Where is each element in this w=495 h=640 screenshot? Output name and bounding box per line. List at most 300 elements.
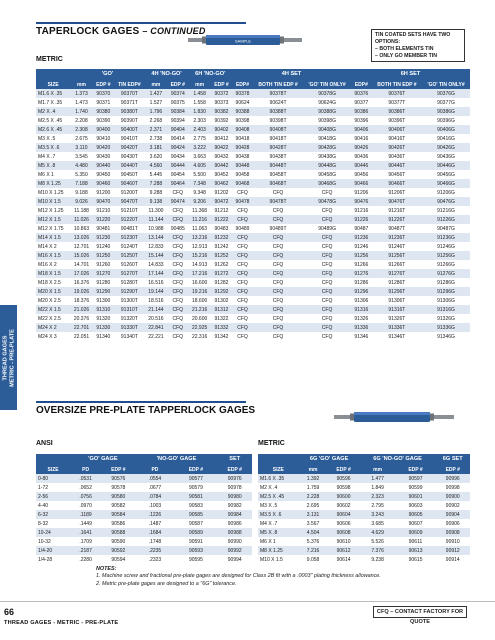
value-cell: 90978 [217, 483, 252, 492]
value-cell: 11.026 [70, 215, 92, 224]
value-cell: 90587 [174, 519, 217, 528]
table-row [36, 107, 470, 116]
size-cell: M20 X 1.5 [36, 287, 70, 296]
value-cell: CFQ [253, 188, 303, 197]
value-cell: 90452 [211, 170, 232, 179]
value-cell: 90388T [253, 107, 303, 116]
value-cell: CFQ [167, 188, 188, 197]
value-cell: 91286G [422, 278, 470, 287]
value-cell: .2280 [70, 555, 101, 564]
value-cell: 90406T [372, 125, 422, 134]
value-cell: 91326G [422, 314, 470, 323]
table-row [36, 170, 470, 179]
value-cell: 91326 [351, 314, 372, 323]
value-cell: 91256G [422, 251, 470, 260]
value-cell: 91200T [114, 188, 145, 197]
value-cell: 90426T [372, 143, 422, 152]
value-cell: .0677 [136, 483, 175, 492]
value-cell: 9.058 [299, 555, 328, 564]
value-cell: 90593 [174, 546, 217, 555]
value-cell: 91296G [422, 287, 470, 296]
value-cell: 90481 [93, 224, 114, 233]
value-cell: CFQ [232, 206, 253, 215]
blank-header [36, 454, 70, 463]
value-cell: 90375 [167, 98, 188, 107]
value-cell: 91210 [93, 206, 114, 215]
value-cell: 4.504 [299, 528, 328, 537]
value-cell: CFQ [253, 278, 303, 287]
size-cell: M24 X 2 [36, 323, 70, 332]
value-cell: 21.216 [188, 305, 210, 314]
note-line: – BOTH ELEMENTS TIN [375, 46, 434, 53]
value-cell: 16.516 [145, 278, 167, 287]
value-cell: CFQ [303, 332, 351, 341]
value-cell: CFQ [303, 206, 351, 215]
table-row [36, 305, 470, 314]
value-cell: .2323 [136, 555, 175, 564]
value-cell: 91276 [351, 269, 372, 278]
value-cell: 90606 [327, 519, 359, 528]
column-header: SIZE [36, 463, 70, 474]
note-line: 1. Machine screw and fractional pre-plate gages are designed for Class 2B fit with a .0003" plating thickness allowance. [96, 573, 381, 580]
group-header: 'GO' GAGE [70, 454, 135, 463]
table-row [258, 537, 470, 546]
value-cell: 91326T [372, 314, 422, 323]
value-cell: 90980 [217, 492, 252, 501]
value-cell: 2.738 [145, 134, 167, 143]
value-cell: 91246G [422, 242, 470, 251]
value-cell: 5.376 [299, 537, 328, 546]
value-cell: 90582 [101, 501, 135, 510]
table-row [36, 546, 252, 555]
table-row [258, 528, 470, 537]
value-cell: 90904 [436, 510, 470, 519]
value-cell: 91230 [93, 233, 114, 242]
value-cell: 18.600 [188, 296, 210, 305]
value-cell: 9.238 [360, 555, 396, 564]
value-cell: 91282 [211, 278, 232, 287]
size-cell: M10 X 1.5 [36, 197, 70, 206]
value-cell: 3.545 [70, 152, 92, 161]
value-cell: 19.144 [145, 287, 167, 296]
value-cell: 17.144 [145, 269, 167, 278]
size-cell: 1/4-20 [36, 546, 70, 555]
value-cell: 90400 [93, 125, 114, 134]
value-cell: 90377 [351, 98, 372, 107]
footer-section-title: THREAD GAGES - METRIC - PRE-PLATE [4, 620, 119, 626]
size-cell: M2.5 X .45 [36, 116, 70, 125]
value-cell: CFQ [167, 314, 188, 323]
value-cell: 91286T [372, 278, 422, 287]
value-cell: .1641 [70, 528, 101, 537]
value-cell: 90466T [372, 179, 422, 188]
value-cell: 90390 [93, 116, 114, 125]
size-cell: M20 X 2.5 [36, 296, 70, 305]
column-header: EDP# [351, 78, 372, 89]
table-row [36, 125, 470, 134]
value-cell: 90370 [93, 89, 114, 98]
side-tab-label [2, 329, 15, 387]
value-cell: 91270 [93, 269, 114, 278]
value-cell: 90902 [436, 501, 470, 510]
value-cell: CFQ [303, 188, 351, 197]
value-cell: 91310 [93, 305, 114, 314]
value-cell: 90612 [327, 546, 359, 555]
table-row [36, 332, 470, 341]
value-cell: 2.403 [188, 125, 210, 134]
value-cell: 90583 [174, 501, 217, 510]
size-cell: M8 X 1.25 [258, 546, 299, 555]
value-cell: 90604 [327, 510, 359, 519]
value-cell: 91292 [211, 287, 232, 296]
value-cell: 12.833 [145, 242, 167, 251]
value-cell: 90430T [114, 152, 145, 161]
value-cell: 91206T [372, 188, 422, 197]
value-cell: 22.841 [145, 323, 167, 332]
size-cell: M1.7 X .35 [36, 98, 70, 107]
size-cell: M4 X .7 [258, 519, 299, 528]
value-cell: 90586 [101, 519, 135, 528]
value-cell: 91266G [422, 260, 470, 269]
table-row [36, 269, 470, 278]
size-cell: M6 X 1 [36, 170, 70, 179]
value-cell: CFQ [167, 332, 188, 341]
value-cell: 91332 [211, 323, 232, 332]
value-cell: 91340 [93, 332, 114, 341]
value-cell: 91346G [422, 332, 470, 341]
table-row [36, 492, 252, 501]
value-cell: 90426 [351, 143, 372, 152]
side-tab-line: THREAD GAGES [1, 334, 8, 381]
column-header: mm [360, 463, 396, 474]
size-cell: 1/4-28 [36, 555, 70, 564]
size-cell: M2.5 X .45 [258, 492, 299, 501]
group-header: SET [217, 454, 252, 463]
value-cell: 90914 [436, 555, 470, 564]
value-cell: 91240T [114, 242, 145, 251]
value-cell: 91246T [372, 242, 422, 251]
value-cell: 90442 [211, 161, 232, 170]
value-cell: CFQ [303, 242, 351, 251]
value-cell: 91266 [351, 260, 372, 269]
value-cell: 90478T [253, 197, 303, 206]
table-row [36, 215, 470, 224]
table-row [36, 242, 470, 251]
value-cell: 90396 [351, 116, 372, 125]
value-cell: .2235 [136, 546, 175, 555]
table-row [258, 555, 470, 564]
table-row [258, 519, 470, 528]
table-row [36, 528, 252, 537]
value-cell: 91330T [114, 323, 145, 332]
value-cell: 90418T [253, 134, 303, 143]
value-cell: 90460 [93, 179, 114, 188]
value-cell: 90579 [174, 483, 217, 492]
value-cell: 90370T [114, 89, 145, 98]
value-cell: 90610 [327, 537, 359, 546]
value-cell: 90392 [211, 116, 232, 125]
value-cell: 91222 [211, 215, 232, 224]
value-cell: 90597 [396, 474, 436, 483]
value-cell: 91336T [372, 323, 422, 332]
value-cell: CFQ [253, 206, 303, 215]
value-cell: 90462 [211, 179, 232, 188]
value-cell: 91346T [372, 332, 422, 341]
table-row [258, 483, 470, 492]
value-cell: 9.348 [188, 188, 210, 197]
value-cell: CFQ [232, 251, 253, 260]
value-cell: 20.600 [188, 314, 210, 323]
value-cell: CFQ [303, 287, 351, 296]
size-cell: 0-80 [36, 474, 70, 483]
value-cell: 90386T [372, 107, 422, 116]
value-cell: CFQ [232, 278, 253, 287]
table-row [258, 546, 470, 555]
table-row [258, 492, 470, 501]
value-cell: .0970 [70, 501, 101, 510]
table-row [36, 197, 470, 206]
gauge-engraving: SAMPLE [234, 38, 252, 44]
table-row [36, 537, 252, 546]
column-header: BOTH TIN EDP # [372, 78, 422, 89]
value-cell: 91220T [114, 215, 145, 224]
value-cell: 90371T [114, 98, 145, 107]
value-cell: 1.473 [70, 98, 92, 107]
value-cell: 91216G [422, 206, 470, 215]
page-number: 66 [4, 607, 15, 617]
blank-header [258, 454, 299, 463]
value-cell: CFQ [303, 251, 351, 260]
value-cell: 90436T [372, 152, 422, 161]
value-cell: 91300T [114, 296, 145, 305]
value-cell: 2.323 [360, 492, 396, 501]
value-cell: 90428T [253, 143, 303, 152]
value-cell: 90596 [327, 474, 359, 483]
value-cell: 9.206 [188, 197, 210, 206]
size-cell: M1.6 X .35 [258, 474, 299, 483]
value-cell: 91336G [422, 323, 470, 332]
value-cell: 11.216 [188, 215, 210, 224]
value-cell: 91250T [114, 251, 145, 260]
value-cell: 11.368 [188, 206, 210, 215]
size-cell: M3.5 X .6 [258, 510, 299, 519]
value-cell: 91280 [93, 278, 114, 287]
value-cell: 91270T [114, 269, 145, 278]
value-cell: 3.685 [360, 519, 396, 528]
value-cell: 91252 [211, 251, 232, 260]
value-cell: CFQ [253, 269, 303, 278]
value-cell: 90474 [167, 197, 188, 206]
value-cell: 13.144 [145, 233, 167, 242]
page-title [36, 26, 206, 37]
value-cell: 90402 [211, 125, 232, 134]
value-cell: .1748 [136, 537, 175, 546]
value-cell: 90428 [232, 143, 253, 152]
value-cell: 20.376 [70, 314, 92, 323]
value-cell: 90448 [232, 161, 253, 170]
value-cell: 90448T [253, 161, 303, 170]
value-cell: 17.216 [188, 269, 210, 278]
size-cell: M6 X 1 [258, 537, 299, 546]
column-header: EDP # [167, 78, 188, 89]
value-cell: 90398G [303, 116, 351, 125]
value-cell: CFQ [253, 287, 303, 296]
value-cell: 90584 [101, 510, 135, 519]
value-cell: 90476G [422, 197, 470, 206]
value-cell: 91336 [351, 323, 372, 332]
table-row [36, 510, 252, 519]
value-cell: 13.026 [70, 233, 92, 242]
value-cell: 1.830 [188, 107, 210, 116]
metric-pp-section-label: METRIC [258, 440, 285, 447]
size-cell: 10-24 [36, 528, 70, 537]
value-cell: 5.445 [145, 170, 167, 179]
column-header: EDP # [327, 463, 359, 474]
value-cell: 2.675 [70, 134, 92, 143]
size-cell: M8 X 1.25 [36, 179, 70, 188]
table-row [36, 224, 470, 233]
value-cell: 11.063 [188, 224, 210, 233]
value-cell: 90438T [253, 152, 303, 161]
value-cell: 4.605 [188, 161, 210, 170]
column-header: mm [70, 78, 92, 89]
value-cell: 91312 [211, 305, 232, 314]
value-cell: 2.208 [70, 116, 92, 125]
value-cell: CFQ [167, 287, 188, 296]
table-row [36, 233, 470, 242]
table-row [36, 555, 252, 564]
value-cell: CFQ [167, 206, 188, 215]
value-cell: 91206 [351, 188, 372, 197]
value-cell: 7.376 [360, 546, 396, 555]
value-cell: CFQ [253, 296, 303, 305]
table-row [36, 98, 470, 107]
value-cell: 90986 [217, 519, 252, 528]
metric-taperlock-table [36, 69, 470, 341]
value-cell: 90418G [303, 134, 351, 143]
value-cell: 9.026 [70, 197, 92, 206]
value-cell: .2187 [70, 546, 101, 555]
column-header: PD [136, 463, 175, 474]
value-cell: 2.795 [360, 501, 396, 510]
size-cell: M12 X 1.25 [36, 206, 70, 215]
value-cell: .1487 [136, 519, 175, 528]
size-cell: M3.5 X .6 [36, 143, 70, 152]
value-cell: 1.458 [188, 89, 210, 98]
value-cell: 91210T [114, 206, 145, 215]
column-header: PD [70, 463, 101, 474]
value-cell: 1.392 [299, 474, 328, 483]
value-cell: 91212 [211, 206, 232, 215]
column-header-row [258, 463, 470, 474]
size-cell: M2.6 X .45 [36, 125, 70, 134]
value-cell: CFQ [232, 215, 253, 224]
value-cell: 90470T [114, 197, 145, 206]
value-cell: 90440 [93, 161, 114, 170]
metric-section-label: METRIC [36, 56, 63, 63]
value-cell: 5.500 [188, 170, 210, 179]
value-cell: 91272 [211, 269, 232, 278]
table-row [36, 134, 470, 143]
value-cell: 90408G [303, 125, 351, 134]
column-header: mm [145, 78, 167, 89]
value-cell: 90398 [232, 116, 253, 125]
value-cell: 91202 [211, 188, 232, 197]
value-cell: 4.560 [145, 161, 167, 170]
value-cell: 22.925 [188, 323, 210, 332]
size-cell: 6-32 [36, 510, 70, 519]
value-cell: CFQ [232, 188, 253, 197]
value-cell: CFQ [253, 260, 303, 269]
value-cell: CFQ [253, 305, 303, 314]
value-cell: 91296 [351, 287, 372, 296]
group-header-row [258, 454, 470, 463]
column-header-row [36, 463, 252, 474]
value-cell: 90476 [351, 197, 372, 206]
group-header: 6H SET [351, 69, 470, 78]
value-cell: CFQ [303, 278, 351, 287]
value-cell: 90454 [167, 170, 188, 179]
value-cell: 90440T [114, 161, 145, 170]
value-cell: 1.427 [145, 89, 167, 98]
value-cell: 91236G [422, 233, 470, 242]
value-cell: 90605 [396, 510, 436, 519]
value-cell: 90448G [303, 161, 351, 170]
value-cell: 10.863 [70, 224, 92, 233]
value-cell: 90408 [232, 125, 253, 134]
value-cell: 90410T [114, 134, 145, 143]
value-cell: CFQ [232, 332, 253, 341]
value-cell: 91290 [93, 287, 114, 296]
column-header: SIZE [258, 463, 299, 474]
value-cell: 90378G [303, 89, 351, 98]
column-header: EDP # [101, 463, 135, 474]
value-cell: CFQ [167, 278, 188, 287]
size-cell: M3 X .5 [258, 501, 299, 510]
table-row [258, 501, 470, 510]
value-cell: 90394 [167, 116, 188, 125]
size-cell: M12 X 1.75 [36, 224, 70, 233]
value-cell: 90396G [422, 116, 470, 125]
value-cell: 90438G [303, 152, 351, 161]
value-cell: 1.558 [188, 98, 210, 107]
size-cell: M1.6 X .35 [36, 89, 70, 98]
value-cell: 90615 [396, 555, 436, 564]
blank-header [36, 69, 70, 78]
group-header: 6G SET [436, 454, 470, 463]
value-cell: 90400T [114, 125, 145, 134]
value-cell: 2.371 [145, 125, 167, 134]
table-row [36, 89, 470, 98]
value-cell: 90468G [303, 179, 351, 188]
value-cell: 90384 [167, 107, 188, 116]
value-cell: 90446 [351, 161, 372, 170]
table-row [258, 474, 470, 483]
size-cell: 1-72 [36, 483, 70, 492]
value-cell: 3.620 [145, 152, 167, 161]
value-cell: 14.833 [145, 260, 167, 269]
value-cell: 3.222 [188, 143, 210, 152]
value-cell: 90408T [253, 125, 303, 134]
value-cell: 90398T [253, 116, 303, 125]
group-header: 6G 'NO-GO' GAGE [360, 454, 436, 463]
value-cell: 90588 [101, 528, 135, 537]
value-cell: 19.216 [188, 287, 210, 296]
value-cell: 91286 [351, 278, 372, 287]
value-cell: 18.376 [70, 296, 92, 305]
value-cell: 90420 [93, 143, 114, 152]
group-header-row [36, 454, 252, 463]
